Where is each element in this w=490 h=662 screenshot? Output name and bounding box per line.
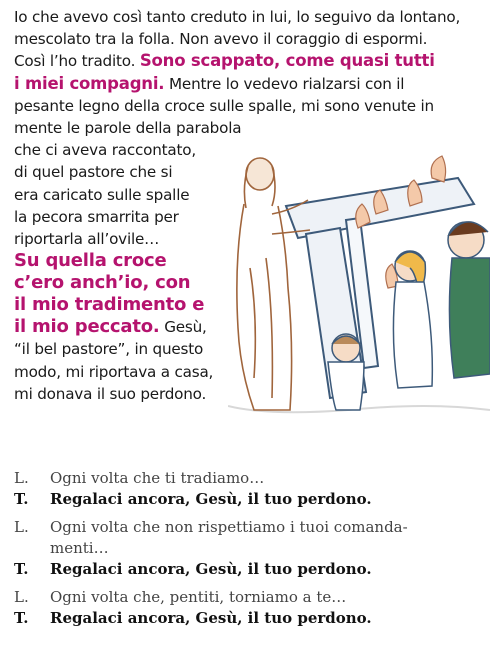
story-line bbox=[14, 50, 476, 72]
highlight-text: i miei compagni. bbox=[14, 73, 165, 93]
highlight-line: Su quella croce bbox=[14, 250, 167, 272]
story-line: che ci aveva raccontato, bbox=[14, 141, 197, 160]
speaker-label: L. bbox=[14, 588, 29, 606]
litany-text-part: menti… bbox=[50, 539, 109, 557]
highlight-text: Sono scappato, come quasi tutti bbox=[139, 51, 435, 71]
litany bbox=[14, 468, 484, 629]
illustration-svg bbox=[228, 148, 490, 416]
litany-response: Regalaci ancora, Gesù, il tuo perdono. bbox=[50, 609, 372, 627]
litany-leader-line bbox=[14, 587, 484, 608]
story-line: riportarla all’ovile… bbox=[14, 230, 160, 249]
story-text-segment: Così l’ho tradito. bbox=[14, 52, 140, 71]
story-line: “il bel pastore”, in questo bbox=[14, 340, 204, 359]
story-line: mi donava il suo perdono. bbox=[14, 384, 207, 403]
highlight-line: il mio tradimento e bbox=[14, 294, 205, 316]
story-line: pesante legno della croce sulle spalle, mi sono venute in bbox=[14, 96, 434, 115]
speaker-label: T. bbox=[14, 609, 29, 627]
litany-response-line bbox=[14, 559, 484, 580]
litany-leader-line bbox=[14, 468, 484, 489]
highlight-line: c’ero anch’io, con bbox=[14, 272, 191, 294]
story-line: mescolato tra la folla. Non avevo il coraggio di espormi. bbox=[14, 30, 428, 49]
litany-text: Ogni volta che, pentiti, torniamo a te… bbox=[50, 588, 347, 606]
story-line: era caricato sulle spalle bbox=[14, 185, 190, 204]
story-line: modo, mi riportava a casa, bbox=[14, 362, 214, 381]
litany-response-line bbox=[14, 489, 484, 510]
story-text-segment: Gesù, bbox=[159, 318, 207, 337]
litany-text: Ogni volta che ti tradiamo… bbox=[50, 469, 265, 487]
speaker-label: L. bbox=[14, 518, 29, 536]
story-line: Io che avevo così tanto creduto in lui, lo seguivo da lontano, bbox=[14, 8, 461, 26]
litany-response-line bbox=[14, 608, 484, 629]
highlight-text: il mio peccato. bbox=[14, 316, 160, 338]
litany-text-part: Ogni volta che non rispettiamo i tuoi comanda- bbox=[50, 518, 408, 536]
litany-leader-line bbox=[14, 517, 484, 559]
story-line bbox=[14, 73, 476, 95]
jesus-figure bbox=[237, 158, 310, 410]
speaker-label: T. bbox=[14, 560, 29, 578]
speaker-label: T. bbox=[14, 490, 29, 508]
litany-response: Regalaci ancora, Gesù, il tuo perdono. bbox=[50, 560, 372, 578]
story-line: mente le parole della parabola bbox=[14, 119, 242, 138]
litany-response: Regalaci ancora, Gesù, il tuo perdono. bbox=[50, 490, 372, 508]
speaker-label: L. bbox=[14, 469, 29, 487]
crucifixion-illustration bbox=[228, 148, 490, 416]
story-text-segment: Mentre lo vedevo rialzarsi con il bbox=[164, 74, 405, 93]
story-line: di quel pastore che si bbox=[14, 163, 173, 182]
story-line: la pecora smarrita per bbox=[14, 207, 179, 226]
litany-text bbox=[50, 517, 408, 559]
